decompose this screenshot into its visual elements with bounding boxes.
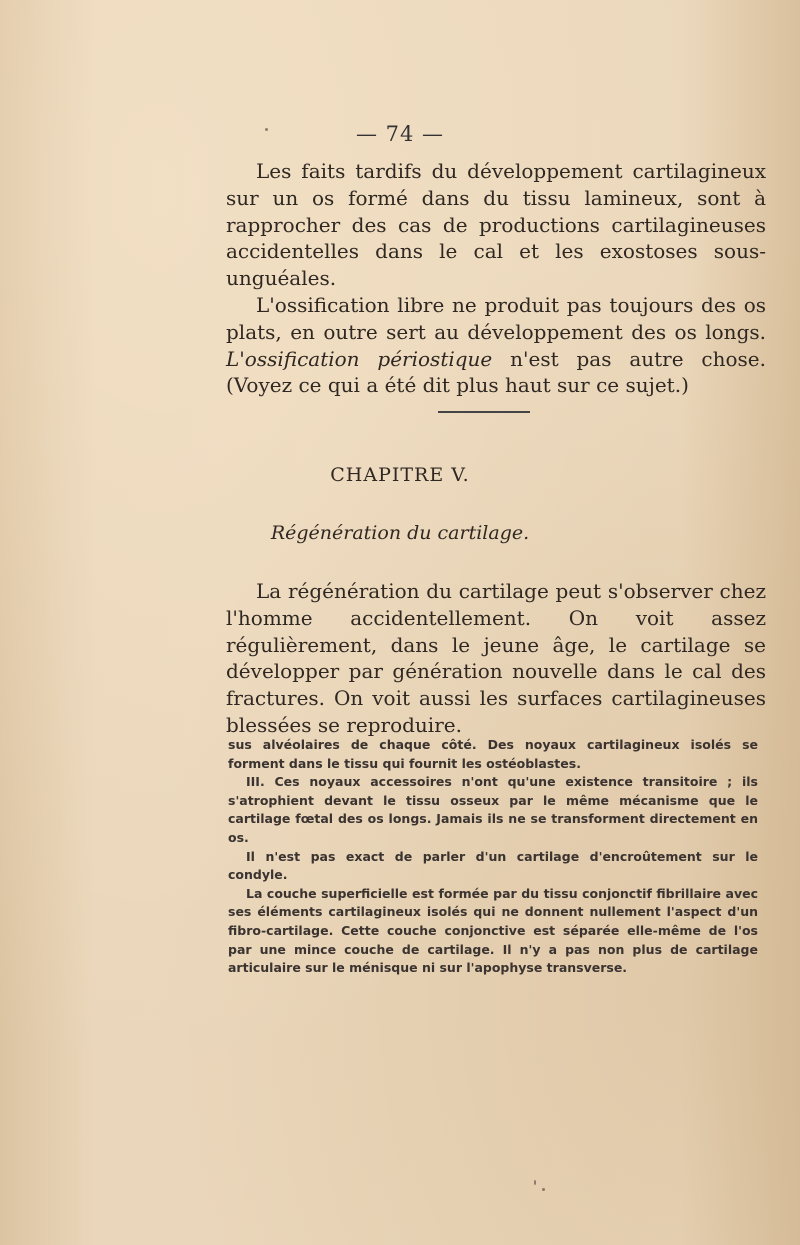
paper-speck — [542, 1188, 545, 1191]
paper-speck — [265, 128, 268, 131]
paper-speck — [534, 1180, 536, 1185]
paragraph-regeneration: La régénération du cartilage peut s'observer chez l'homme accidentellement. On voit assez régulièrement, dans le jeune âge, le cartilage se développer par génération nouvelle dans le cal des fractures. On voit aussi les surfaces cartilagineuses blessées se reproduire. — [226, 579, 766, 737]
footnote-continuation: sus alvéolaires de chaque côté. Des noyaux cartilagineux isolés se forment dans le tissu qui fournit les ostéoblastes. — [228, 737, 758, 771]
chapter-subtitle: Régénération du cartilage. — [270, 522, 530, 544]
upper-text-block — [226, 158, 766, 399]
footnote-item: III. Ces noyaux accessoires n'ont qu'une existence transitoire ; ils s'atrophient devant le tissu osseux par le même mécanisme que le cartilage fœtal des os longs. Jamais ils ne se transforment directement en os. — [228, 774, 758, 845]
footnote-item: Il n'est pas exact de parler d'un cartilage d'encroûtement sur le condyle. — [228, 848, 758, 883]
chapter-title: CHAPITRE V. — [330, 464, 470, 486]
paragraph-free-ossification — [226, 292, 766, 399]
footnotes-block — [228, 736, 758, 978]
paragraph-2-end: n'est pas autre chose. (Voyez ce qui a été dit plus haut sur ce sujet.) — [226, 346, 766, 398]
footnote-item: La couche superficielle est formée par du tissu conjonctif fibrillaire avec ses éléments cartilagineux isolés qui ne donnent nullement l'aspect d'un fibro-cartilage. Cette couche conjonctive est séparée elle-même de l'os par une mince couche de cartilage. Il n'y a pas non plus de cartilage articulaire sur le ménisque ni sur l'apophyse transverse. — [228, 885, 758, 976]
section-divider — [438, 411, 530, 413]
periosteal-ossification-term: L'ossification périostique — [226, 346, 493, 371]
page-number: — 74 — — [355, 122, 445, 146]
paragraph-cartilage-development: Les faits tardifs du développement cartilagineux sur un os formé dans du tissu lamineux, sont à rapprocher des cas de productions cartilagineuses accidentelles dans le cal et les exostoses sous-unguéales. — [226, 159, 766, 291]
chapter-text-block — [226, 578, 766, 739]
paragraph-2-start: L'ossification libre ne produit pas toujours des os plats, en outre sert au développement des os longs. — [226, 292, 766, 344]
